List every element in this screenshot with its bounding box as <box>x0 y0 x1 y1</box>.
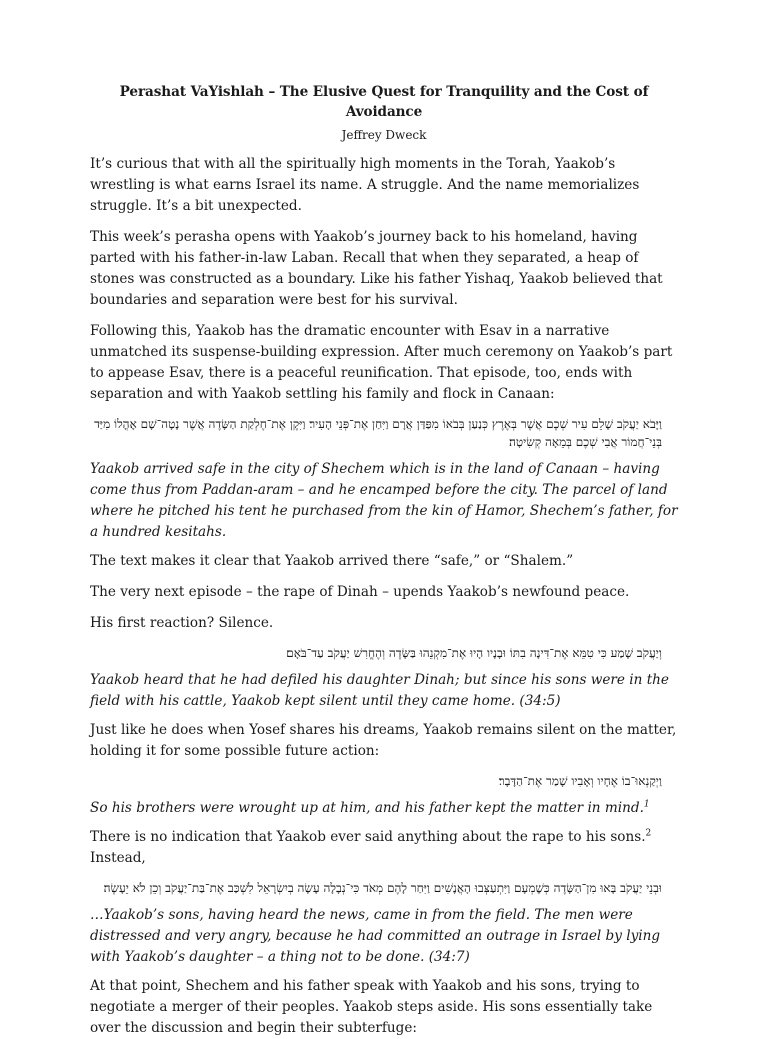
author-name: Jeffrey Dweck <box>341 128 427 142</box>
hebrew-verse: וַיְקַנְאוּ־בוֹ אֶחָיו וְאָבִיו שָׁמַר אֶת־הַדָּבָר׃ <box>498 774 662 788</box>
paragraph: This week’s perasha opens with Yaakob’s journey back to his homeland, having parted with his father-in-law Laban. Recall that when they separated, a heap of stones was constructed as a boundary. Like his father Yishaq, Yaakob believed that boundaries and separation were best for his survival. <box>90 229 663 308</box>
footnote-ref[interactable]: 2 <box>645 828 652 839</box>
paragraph: Just like he does when Yosef shares his dreams, Yaakob remains silent on the matter, holding it for some possible future action: <box>90 722 677 759</box>
hebrew-verse: וַיָּבֹא יַעֲקֹב שָׁלֵם עִיר שְׁכֶם אֲשֶׁר בְּאֶרֶץ כְּנַעַן בְּבֹאוֹ מִפַּדַּן אֲרָם וַיִּחַן אֶת־פְּנֵי הָעִיר׃ וַיִּקֶן אֶת־חֶלְקַת הַשָּׂדֶה אֲשֶׁר נָטָה־שָׁם אׇהֳלוֹ מִיַּד בְּנֵי־חֲמוֹר אֲבִי שְׁכֶם בְּמֵאָה קְשִׂיטָה׃ <box>94 417 662 449</box>
paragraph: The very next episode – the rape of Dinah – upends Yaakob’s newfound peace. <box>90 584 630 600</box>
paragraph: At that point, Shechem and his father speak with Yaakob and his sons, trying to negotiate a merger of their peoples. Yaakob steps aside. His sons essentially take over the discussion and begin their subterfuge: <box>90 978 653 1036</box>
paragraph: His first reaction? Silence. <box>90 615 274 631</box>
paragraph: Following this, Yaakob has the dramatic encounter with Esav in a narrative unmatched its suspense-building expression. After much ceremony on Yaakob’s part to appease Esav, there is a peaceful reunification. That episode, too, ends with separation and with Yaakob settling his family and flock in Canaan: <box>90 323 673 402</box>
footnote-ref[interactable]: 1 <box>643 799 650 810</box>
translation-italic: Yaakob arrived safe in the city of Shechem which is in the land of Canaan – having come thus from Paddan-aram – and he encamped before the city. The parcel of land where he pitched his tent he purchased from the kin of Hamor, Shechem’s father, for a hundred kesitahs. <box>90 461 678 540</box>
paragraph-text: There is no indication that Yaakob ever said anything about the rape to his sons. <box>90 829 646 845</box>
translation-italic: Yaakob heard that he had defiled his daughter Dinah; but since his sons were in the field with his cattle, Yaakob kept silent until they came home. (34:5) <box>90 672 669 709</box>
paragraph: It’s curious that with all the spiritually high moments in the Torah, Yaakob’s wrestling is what earns Israel its name. A struggle. And the name memorializes struggle. It’s a bit unexpected. <box>90 156 640 214</box>
hebrew-verse: וְיַעֲקֹב שָׁמַע כִּי טִמֵּא אֶת־דִּינָה בִתּוֹ וּבָנָיו הָיוּ אֶת־מִקְנֵהוּ בַּשָּׂדֶה וְהֶחֱרִשׁ יַעֲקֹב עַד־בֹּאָם׃ <box>286 646 662 660</box>
paragraph: The text makes it clear that Yaakob arrived there “safe,” or “Shalem.” <box>90 553 574 569</box>
document-title: Perashat VaYishlah – The Elusive Quest for Tranquility and the Cost of Avoidance <box>119 84 649 120</box>
translation-text: So his brothers were wrought up at him, and his father kept the matter in mind. <box>90 800 644 816</box>
translation-italic <box>90 798 678 819</box>
translation-italic: …Yaakob’s sons, having heard the news, came in from the field. The men were distressed and very angry, because he had committed an outrage in Israel by lying with Yaakob’s daughter – a thing not to be done. (34:7) <box>90 907 661 965</box>
paragraph <box>90 827 678 869</box>
paragraph-tail: Instead, <box>90 850 146 866</box>
hebrew-verse: וּבְנֵי יַעֲקֹב בָּאוּ מִן־הַשָּׂדֶה כְּשׇׁמְעָם וַיִּתְעַצְּבוּ הָאֲנָשִׁים וַיִּחַר לָהֶם מְאֹד כִּי־נְבָלָה עָשָׂה בְיִשְׂרָאֵל לִשְׁכַּב אֶת־בַּת־יַעֲקֹב וְכֵן לֹא יֵעָשֶׂה׃ <box>103 881 662 895</box>
